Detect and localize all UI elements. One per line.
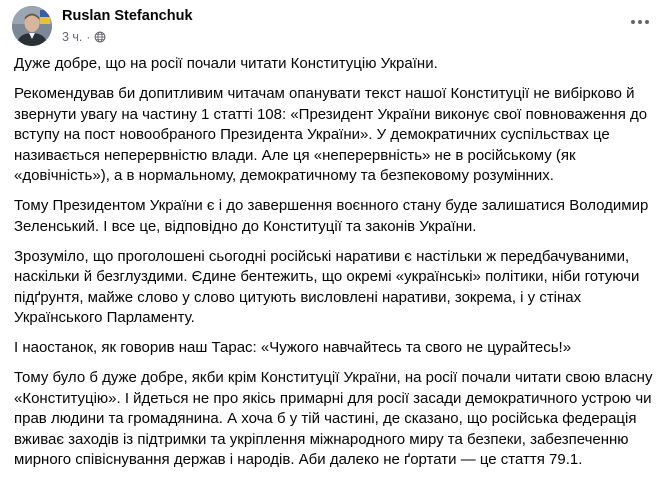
avatar[interactable] <box>12 6 52 46</box>
ellipsis-icon <box>630 19 650 25</box>
post-paragraph: Тому було б дуже добре, якби крім Конституції України, на росії почали читати свою власну «Конституцію». І йдеться не про якісь примарні для росії засади демократичного устрою чи прав людини та громадянина. А хоча б у тій частині, де сказано, що російська федерація вживає заходів із підтримки та укріплення міжнародного миру та безпеки, забезпеченню мирного співіснування держав і народів. Аби далеко не ґортати — це стаття 79.1. <box>14 369 653 468</box>
post-header <box>12 6 656 50</box>
post-paragraph: Дуже добре, що на росії почали читати Конституцію України. <box>14 55 438 72</box>
more-options-button[interactable] <box>624 10 656 34</box>
post-paragraph: Тому Президентом України є і до завершення воєнного стану буде залишатися Володимир Зеленський. І все це, відповідно до Конституції та законів України. <box>14 197 649 235</box>
post-paragraph: І наостанок, як говорив наш Тарас: «Чужого навчайтесь та свого не цурайтесь!» <box>14 339 572 356</box>
globe-icon[interactable] <box>94 31 106 43</box>
avatar-image <box>12 6 52 46</box>
post-timestamp[interactable]: 3 ч. <box>62 30 83 44</box>
post-paragraph: Зрозуміло, що проголошені сьогодні російські наративи є настільки ж передбачуваними, наскільки й безглуздими. Єдине бентежить, що окремі «українські» політики, ніби готуючи підґрунтя, майже слово у слово цитують висловлені наративи, зокрема, і у стінах Українського Парламенту. <box>14 247 640 326</box>
post-text <box>14 54 656 480</box>
post-paragraph: Рекомендував би допитливим читачам опанувати текст нашої Конституції не вибірково й звернути увагу на частину 1 статті 108: «Президент України виконує свої повноваження до вступу на пост новообраного Президента України». У демократичних суспільствах це називається неперервністю влади. Але ця «неперервність» не в російському (як «довічність»), а в нормальному, демократичному та безпековому розумінних. <box>14 85 648 184</box>
meta-separator: · <box>86 30 91 44</box>
author-name[interactable]: Ruslan Stefanchuk <box>62 8 193 24</box>
post-meta <box>62 30 106 44</box>
